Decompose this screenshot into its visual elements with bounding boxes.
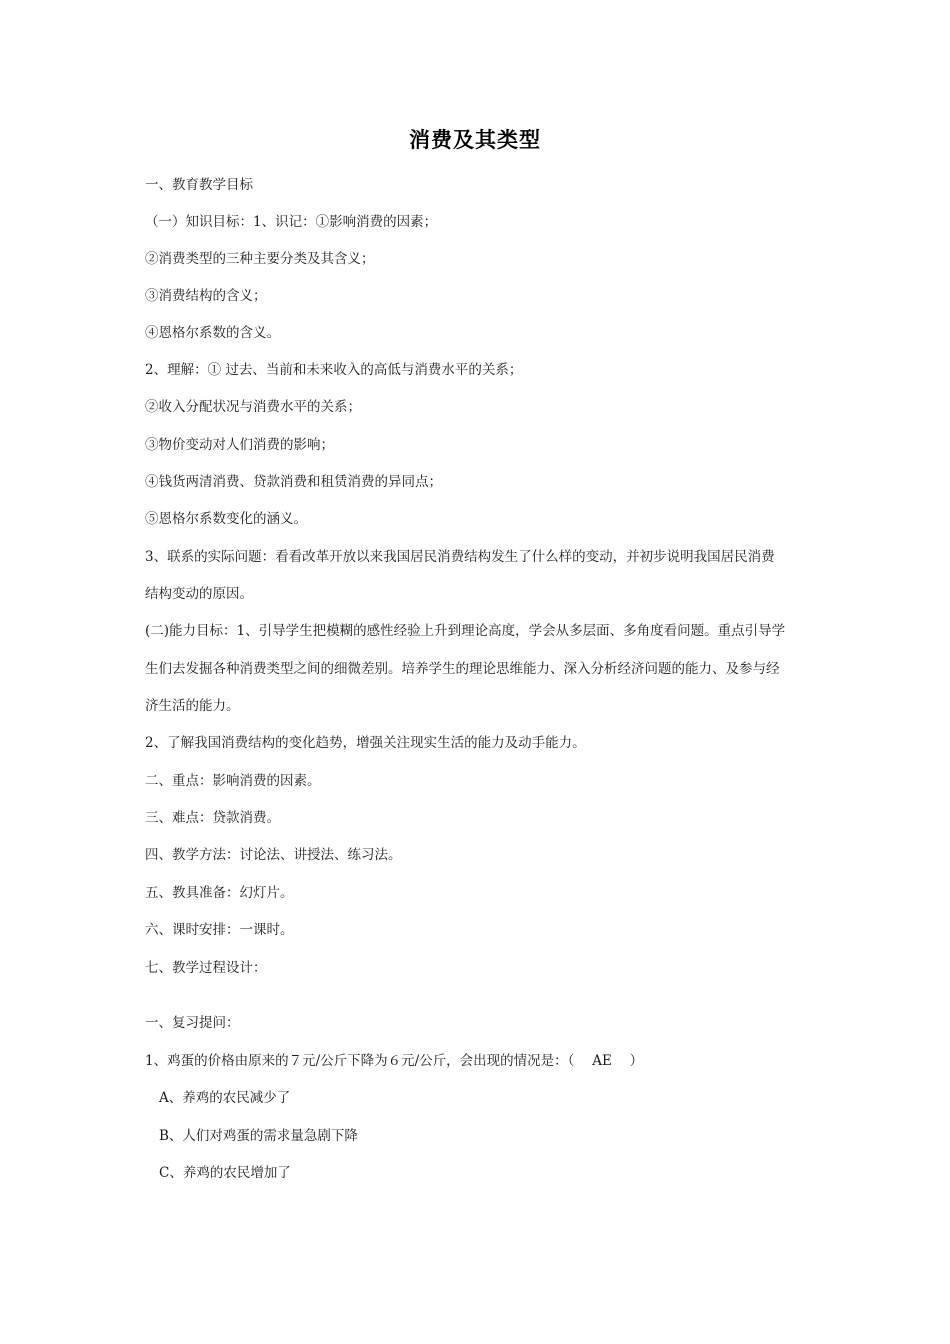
document-title: 消费及其类型	[409, 127, 541, 152]
answer-option: A、养鸡的农民减少了	[159, 1090, 291, 1106]
text-line: ②收入分配状况与消费水平的关系；	[145, 399, 361, 415]
text-line: 六、课时安排：一课时。	[145, 922, 294, 938]
question-line: 1、鸡蛋的价格由原来的７元/公斤下降为６元/公斤，会出现的情况是：（ AE ）	[145, 1053, 644, 1069]
text-line: 四、教学方法：讨论法、讲授法、练习法。	[145, 847, 402, 863]
text-line: ③物价变动对人们消费的影响；	[145, 437, 334, 453]
text-line: ②消费类型的三种主要分类及其含义；	[145, 251, 375, 267]
text-line: 3、联系的实际问题：看看改革开放以来我国居民消费结构发生了什么样的变动，并初步说明我国居民消费	[145, 549, 775, 565]
text-line: 一、教育教学目标	[145, 177, 253, 193]
text-line: (二)能力目标：1、引导学生把模糊的感性经验上升到理论高度，学会从多层面、多角度看问题。重点引导学	[145, 623, 786, 639]
text-line: 2、了解我国消费结构的变化趋势，增强关注现实生活的能力及动手能力。	[145, 735, 586, 751]
answer-option: B、人们对鸡蛋的需求量急剧下降	[159, 1128, 358, 1144]
text-line: 生们去发掘各种消费类型之间的细微差别。培养学生的理论思维能力、深入分析经济问题的能力、及参与经	[145, 661, 780, 677]
text-line: 五、教具准备：幻灯片。	[145, 885, 294, 901]
text-line: 2、理解：① 过去、当前和未来收入的高低与消费水平的关系；	[145, 362, 523, 378]
text-line: ⑤恩格尔系数变化的涵义。	[145, 511, 307, 527]
text-line: 结构变动的原因。	[145, 586, 253, 602]
answer-option: C、养鸡的农民增加了	[159, 1165, 291, 1181]
text-line: 济生活的能力。	[145, 698, 240, 714]
text-line: ③消费结构的含义；	[145, 288, 267, 304]
text-line: 一、复习提问：	[145, 1015, 240, 1031]
text-line: 二、重点：影响消费的因素。	[145, 773, 321, 789]
text-line: （一）知识目标：1、识记：①影响消费的因素；	[145, 214, 438, 230]
text-line: ④恩格尔系数的含义。	[145, 325, 280, 341]
text-line: 七、教学过程设计：	[145, 960, 267, 976]
text-line: 三、难点：贷款消费。	[145, 810, 280, 826]
text-line: ④钱货两清消费、贷款消费和租赁消费的异同点；	[145, 474, 442, 490]
